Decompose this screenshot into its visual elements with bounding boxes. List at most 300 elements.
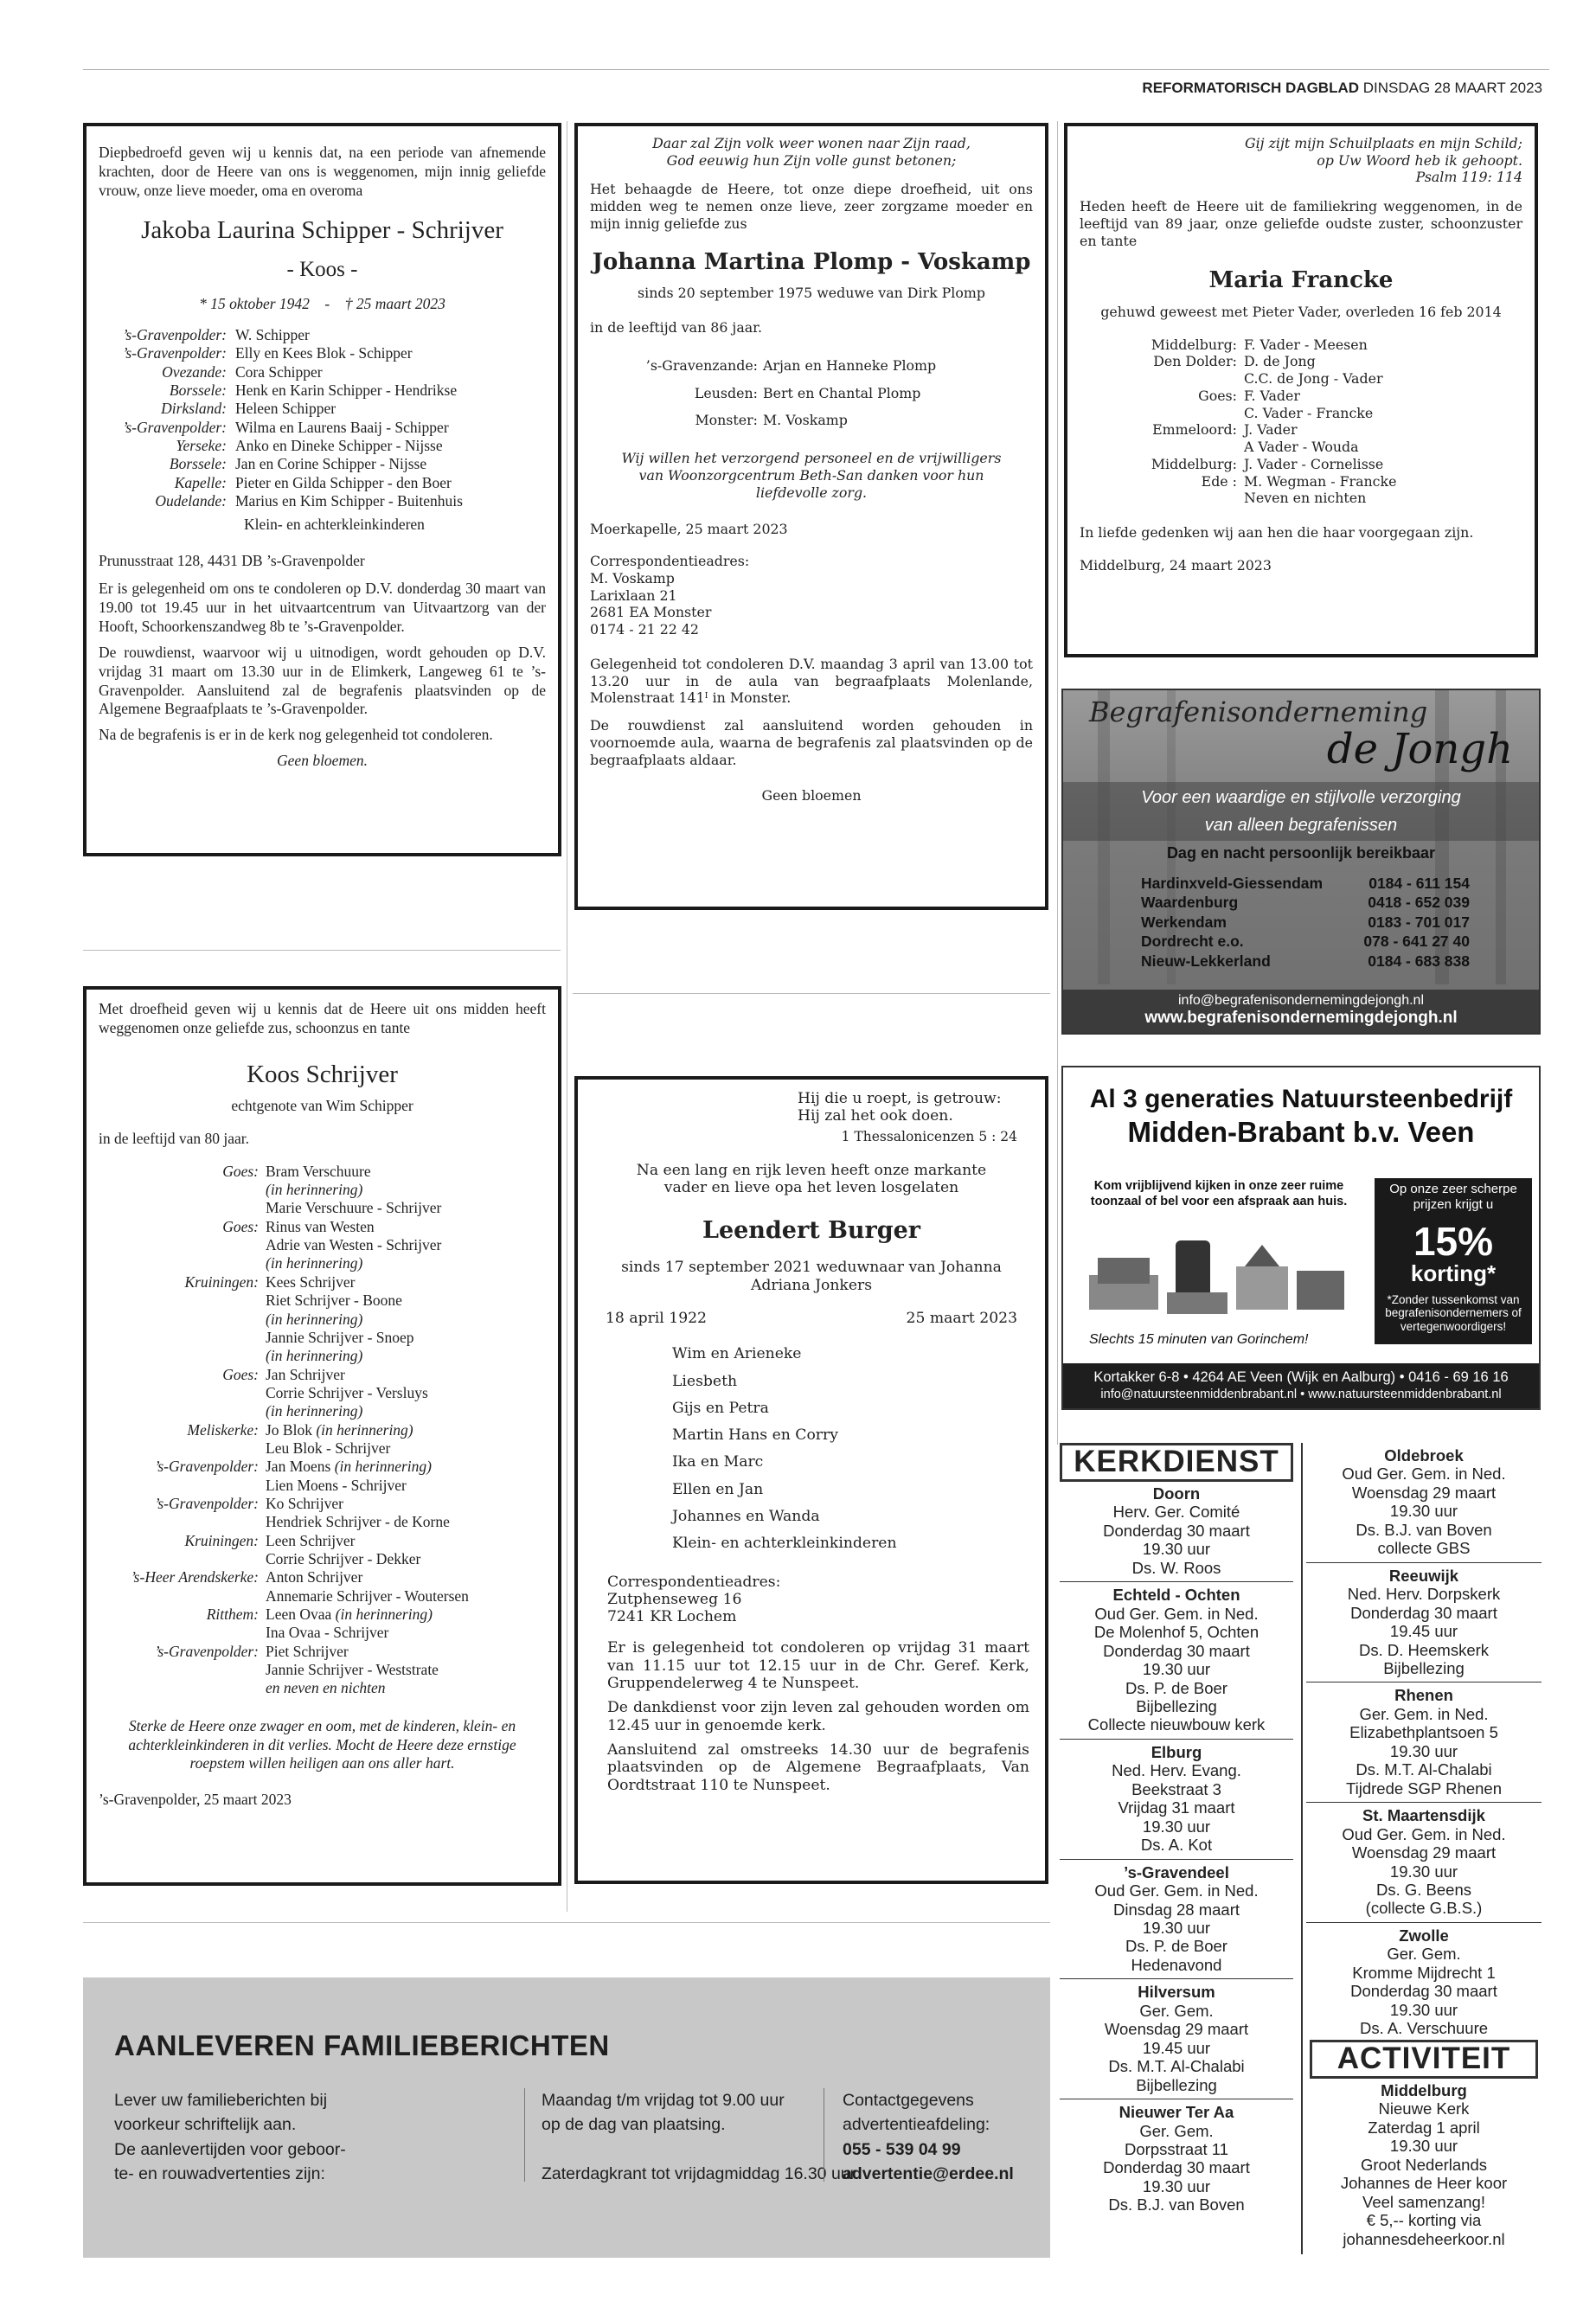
relative-note: (in herinnering)	[334, 1458, 432, 1476]
relative-place	[1080, 405, 1244, 422]
activiteit-line: € 5,-- korting via	[1366, 2211, 1482, 2230]
phone-place: Nieuw-Lekkerland	[1141, 952, 1271, 970]
relative-row	[99, 1311, 546, 1329]
relative-names	[266, 1329, 414, 1347]
service-place: Oldebroek	[1384, 1446, 1464, 1465]
service-place: Doorn	[1152, 1484, 1201, 1503]
relative-names: A Vader - Wouda	[1244, 439, 1359, 456]
address-bar	[1063, 1363, 1539, 1408]
relative-names	[266, 1513, 450, 1531]
obituary-schrijver	[83, 986, 561, 1886]
service-line: Ds. P. de Boer	[1125, 1678, 1227, 1697]
relatives-list	[99, 1163, 546, 1698]
service-line: 19.30 uur	[1389, 1502, 1458, 1521]
service-line: 19.30 uur	[1389, 1862, 1458, 1881]
relative-names: M. Wegman - Francke	[1244, 472, 1397, 490]
relative-row	[99, 1624, 546, 1642]
relative-name: Leen Ovaa	[266, 1606, 332, 1623]
phone-place: Werkendam	[1141, 913, 1227, 931]
relative-row	[99, 1181, 546, 1199]
relative-names	[266, 1587, 469, 1606]
service-entry	[1306, 1443, 1542, 1563]
phone-place: Waardenburg	[1141, 894, 1239, 912]
phone-place: Hardinxveld-Giessendam	[1141, 875, 1324, 892]
aanleveren-sep-1	[524, 2088, 525, 2182]
service-place: St. Maartensdijk	[1362, 1806, 1485, 1825]
relative-place: ’s-Gravenpolder:	[122, 418, 227, 436]
relative-name: Piet Schrijver	[266, 1642, 349, 1660]
service-place: Zwolle	[1399, 1926, 1449, 1945]
service-line: Ds. W. Roos	[1131, 1558, 1221, 1577]
relative-names: Henk en Karin Schipper - Hendrikse	[235, 381, 458, 400]
service-line: Woensdag 29 maart	[1104, 2020, 1249, 2039]
relative-place	[1080, 370, 1244, 388]
relative-names	[266, 1273, 356, 1292]
page-header	[1142, 80, 1542, 97]
relative-names	[266, 1384, 428, 1402]
relative-name: Rinus van Westen	[266, 1217, 375, 1235]
service-line: 19.30 uur	[1142, 1660, 1211, 1679]
obituary-name: Koos Schrijver	[247, 1060, 398, 1088]
service-line: Bijbellezing	[1136, 2075, 1217, 2094]
row-divider-mid	[573, 993, 1050, 994]
relatives-list	[590, 357, 1033, 430]
weekday-times	[542, 2088, 859, 2138]
relatives-list	[99, 326, 546, 510]
relative-row	[99, 1568, 546, 1586]
phone-row	[1141, 932, 1470, 951]
ad-begrafenisonderneming-dejongh	[1061, 689, 1541, 1035]
relative-row	[590, 412, 1033, 429]
relative-row	[590, 385, 1033, 402]
dejongh-email[interactable]: info@begrafenisondernemingdejongh.nl	[1178, 993, 1424, 1008]
relative-place: Borssele:	[169, 455, 227, 473]
relative-row	[99, 326, 546, 344]
relative-names	[266, 1254, 362, 1272]
grandchildren-line: Klein- en achterkleinkinderen	[244, 516, 425, 534]
relative-place: Goes:	[222, 1162, 259, 1180]
discount-label: korting*	[1410, 1260, 1497, 1286]
relative-names: C. Vader - Francke	[1244, 404, 1374, 421]
family-member: Johannes en Wanda	[672, 1508, 820, 1525]
paper-name: REFORMATORISCH DAGBLAD	[1142, 80, 1360, 96]
relative-row	[99, 1218, 546, 1236]
relative-place: Meliskerke:	[187, 1420, 259, 1439]
obituary-name: Johanna Martina Plomp - Voskamp	[592, 248, 1031, 275]
service-text: De rouwdienst, waarvoor wij u uitnodigen, wordt gehouden op D.V. vrijdag 31 maart om 13.30 uur in de Elimkerk, Langeweg 61 te ’s-Gravenpolder. Aansluitend zal de begrafenis plaatsvinden op de Algemene Begraafplaats te ’s-Gravenpolder.	[99, 643, 546, 718]
relative-place: Goes:	[1198, 387, 1237, 404]
relative-name: Jannie Schrijver - Weststrate	[266, 1661, 439, 1679]
relative-names	[266, 1421, 413, 1439]
relative-name: Jannie Schrijver - Snoep	[266, 1328, 414, 1346]
relative-place: ’s-Gravenpolder:	[122, 326, 227, 343]
life-dates	[590, 1310, 1033, 1327]
relative-name: Adrie van Westen - Schrijver	[266, 1236, 442, 1254]
relative-names	[266, 1218, 375, 1236]
relative-place	[99, 1384, 266, 1402]
company-line-1: Natuursteenbedrijf	[1281, 1085, 1513, 1113]
relative-names	[266, 1643, 349, 1661]
relative-row	[99, 1273, 546, 1292]
relative-names	[266, 1458, 432, 1476]
address-line: 7241 KR Lochem	[607, 1608, 737, 1626]
relative-row	[1080, 370, 1522, 388]
relative-row	[590, 357, 1033, 375]
relative-place	[99, 1587, 266, 1606]
service-line: Ger. Gem.	[1139, 2001, 1214, 2020]
service-line: Ned. Herv. Evang.	[1112, 1761, 1241, 1780]
availability: Dag en nacht persoonlijk bereikbaar	[1166, 844, 1436, 862]
phone-number[interactable]: 0184 - 683 838	[1368, 952, 1470, 970]
activiteit-title-box	[1310, 2040, 1538, 2079]
relative-row	[99, 1254, 546, 1272]
service-line: Bijbellezing	[1383, 1658, 1465, 1677]
relative-name: Corrie Schrijver - Versluys	[266, 1383, 428, 1401]
relative-row	[99, 1587, 546, 1606]
obituary-dates: * 15 oktober 1942 - † 25 maart 2023	[199, 295, 445, 313]
phone-row	[1141, 913, 1470, 932]
relative-name: Jo Blok	[266, 1420, 312, 1439]
relative-note: (in herinnering)	[266, 1310, 363, 1328]
service-line: Ds. A. Kot	[1140, 1836, 1213, 1855]
relative-name: Jan Schrijver	[266, 1365, 345, 1383]
gravestones-image	[1080, 1232, 1349, 1327]
relative-names	[266, 1439, 390, 1458]
relative-place: Kapelle:	[174, 473, 227, 491]
service-line: Hedenavond	[1131, 1955, 1222, 1974]
birth-date: 18 april 1922	[606, 1309, 707, 1327]
relative-place	[99, 1292, 266, 1310]
service-line: 19.30 uur	[1142, 1817, 1211, 1836]
service-line: Vrijdag 31 maart	[1118, 1798, 1235, 1817]
relative-name: Leu Blok - Schrijver	[266, 1439, 391, 1457]
relative-names: Elly en Kees Blok - Schipper	[235, 344, 413, 362]
intro-line: voorkeur schriftelijk aan.	[114, 2115, 297, 2135]
service-place: ’s-Gravendeel	[1124, 1862, 1229, 1881]
phone-number[interactable]: 0183 - 701 017	[1368, 913, 1470, 931]
relative-row	[99, 1661, 546, 1679]
closing-text: Sterke de Heere onze zwager en oom, met de kinderen, klein- en achterkleinkinderen in dit verlies. Mocht de Heere deze ernstige roepstem willen heiligen aan ons aller hart.	[128, 1716, 516, 1772]
place-date: ’s-Gravenpolder, 25 maart 2023	[99, 1791, 292, 1809]
relative-note: (in herinnering)	[316, 1420, 413, 1439]
service-text: De dankdienst voor zijn leven zal gehouden worden om 12.45 uur in genoemde kerk.	[607, 1699, 1029, 1734]
service-entry	[1060, 1860, 1293, 1980]
relative-place: Emmeloord:	[1152, 421, 1237, 439]
obituary-intro: Het behaagde de Heere, tot onze diepe droefheid, uit ons midden weg te nemen onze lieve, zeer zorgzame moeder en mijn innig geliefde zus	[590, 181, 1033, 232]
relative-row	[99, 437, 546, 455]
service-line: Bijbellezing	[1136, 1696, 1217, 1715]
relative-names: Wilma en Laurens Baaij - Schipper	[235, 418, 449, 436]
relatives-list	[1080, 336, 1522, 507]
place-date: Middelburg, 24 maart 2023	[1080, 556, 1272, 574]
home-address: Prunusstraat 128, 4431 DB ’s-Gravenpolder	[99, 552, 365, 570]
activiteit-block	[1306, 2081, 1542, 2248]
relative-names	[266, 1606, 433, 1624]
dejongh-website[interactable]: www.begrafenisondernemingdejongh.nl	[1144, 1009, 1458, 1027]
relative-row	[99, 1439, 546, 1458]
relative-place: Ede :	[1201, 472, 1237, 490]
service-line: Woensdag 29 maart	[1351, 1483, 1497, 1502]
times-line: op de dag van plaatsing.	[542, 2115, 726, 2135]
service-line: Herv. Ger. Comité	[1112, 1503, 1240, 1522]
service-line: Ds. B.J. van Boven	[1108, 2195, 1245, 2214]
obituary-verse: Daar zal Zijn volk weer wonen naar Zijn raad, God eeuwig hun Zijn volle gunst betonen;	[652, 135, 971, 169]
service-line: Ds. G. Beens	[1375, 1880, 1471, 1899]
relative-note: (in herinnering)	[266, 1402, 363, 1420]
relative-row	[1080, 421, 1522, 439]
intro-line: De aanlevertijden voor geboor-	[114, 2139, 346, 2159]
natuursteen-address: Kortakker 6-8 • 4264 AE Veen (Wijk en Aalburg) • 0416 - 69 16 16	[1093, 1368, 1509, 1385]
relative-row	[99, 381, 546, 400]
obituary-intro: Na een lang en rijk leven heeft onze markante vader en lieve opa het leven losgelaten	[636, 1161, 987, 1197]
relative-place: Dirksland:	[161, 400, 227, 418]
phone-number[interactable]: 078 - 641 27 40	[1363, 933, 1470, 951]
address-line: M. Voskamp	[590, 569, 675, 586]
relative-names	[266, 1477, 407, 1495]
service-line: Ds. D. Heemskerk	[1358, 1640, 1490, 1659]
relative-place: Kruiningen:	[184, 1531, 259, 1549]
service-entry	[1060, 2099, 1293, 2219]
burial-text: Aansluitend zal omstreeks 14.30 uur de begrafenis plaatsvinden op de Algemene Begraafplaats, Van Oordtstraat 110 te Nunspeet.	[607, 1740, 1029, 1794]
verse-line-1: Hij die u roept, is getrouw:	[798, 1090, 1002, 1107]
relative-name: Bram Verschuure	[266, 1162, 371, 1180]
phone-number[interactable]: 0418 - 652 039	[1368, 894, 1470, 912]
service-line: Ned. Herv. Dorpskerk	[1347, 1585, 1501, 1604]
address-line: 0174 - 21 22 42	[590, 621, 699, 638]
condolence-text: Er is gelegenheid om ons te condoleren op D.V. donderdag 30 maart van 19.00 tot 19.45 uur in het uitvaartcentrum van Uitvaartzorg van der Hooft, Schoorkenszandweg 8b te ’s-Gravenpolder.	[99, 580, 546, 635]
place-date: Moerkapelle, 25 maart 2023	[590, 520, 788, 537]
contact-email[interactable]: advertentie@erdee.nl	[843, 2163, 1014, 2183]
service-line: Ds. P. de Boer	[1125, 1937, 1227, 1956]
phone-row	[1141, 893, 1470, 912]
relative-names	[266, 1366, 345, 1384]
obituary-name: Maria Francke	[1208, 267, 1394, 294]
relative-row	[99, 1347, 546, 1365]
distance-note: Slechts 15 minuten van Gorinchem!	[1089, 1332, 1309, 1347]
relative-names	[266, 1568, 362, 1586]
relative-names: Bert en Chantal Plomp	[763, 384, 921, 401]
ad-natuursteenbedrijf	[1061, 1066, 1541, 1410]
relative-place	[99, 1550, 266, 1568]
relative-names	[266, 1181, 362, 1199]
relative-place: Ritthem:	[206, 1606, 259, 1623]
relative-row	[1080, 439, 1522, 456]
service-line: Ger. Gem. in Ned.	[1359, 1704, 1489, 1723]
relative-place	[99, 1199, 266, 1217]
relative-place: Oudelande:	[155, 492, 227, 510]
relative-row	[99, 1513, 546, 1531]
natuursteen-contact[interactable]: info@natuursteenmiddenbrabant.nl • www.natuursteenmiddenbrabant.nl	[1100, 1388, 1502, 1402]
thanks-text: Wij willen het verzorgend personeel en de vrijwilligers van Woonzorgcentrum Beth-San danken voor hun liefdevolle zorg.	[621, 450, 1002, 501]
discount-box	[1375, 1178, 1532, 1344]
relative-name: Ko Schrijver	[266, 1494, 343, 1512]
service-line: 19.30 uur	[1389, 2000, 1458, 2019]
relative-row	[99, 1329, 546, 1347]
relative-name: Ina Ovaa - Schrijver	[266, 1624, 389, 1642]
row-divider-left	[83, 950, 561, 951]
verse-reference: 1 Thessalonicenzen 5 : 24	[841, 1128, 1017, 1144]
relative-name: Hendriek Schrijver - de Korne	[266, 1513, 450, 1531]
generations: Al 3 generaties	[1089, 1085, 1275, 1113]
service-line: 19.45 uur	[1142, 2038, 1211, 2057]
paper-date: DINSDAG 28 MAART 2023	[1362, 80, 1542, 96]
service-entry	[1306, 1803, 1542, 1923]
relative-names	[266, 1311, 362, 1329]
service-place: Echteld - Ochten	[1112, 1586, 1240, 1605]
relative-row	[99, 1550, 546, 1568]
relative-place	[99, 1347, 266, 1365]
obituary-spouse: gehuwd geweest met Pieter Vader, overleden 16 feb 2014	[1100, 303, 1502, 320]
service-line: Dorpsstraat 11	[1125, 2139, 1228, 2158]
relative-names: W. Schipper	[235, 326, 310, 343]
relative-names	[266, 1550, 420, 1568]
relative-place: Middelburg:	[1151, 336, 1237, 353]
correspondence-label: Correspondentieadres:	[590, 553, 750, 570]
relative-names: Cora Schipper	[235, 362, 323, 381]
relative-names: D. de Jong	[1244, 353, 1316, 370]
showroom-invite: Kom vrijblijvend kijken in onze zeer ruime toonzaal of bel voor een afspraak aan huis.	[1090, 1179, 1348, 1209]
relative-names: C.C. de Jong - Vader	[1244, 370, 1383, 388]
service-entry	[1060, 1740, 1293, 1860]
service-place: Nieuwer Ter Aa	[1118, 2103, 1234, 2122]
relative-note: (in herinnering)	[335, 1606, 433, 1623]
saturday-times: Zaterdagkrant tot vrijdagmiddag 16.30 uur.	[542, 2163, 860, 2183]
relative-place: Yerseke:	[176, 437, 227, 455]
relative-names: Heleen Schipper	[235, 400, 337, 418]
activiteit-title: ACTIVITEIT	[1310, 2040, 1538, 2079]
no-flowers: Geen bloemen.	[277, 752, 368, 770]
obituary-widower: sinds 17 september 2021 weduwnaar van Johanna Adriana Jonkers	[621, 1259, 1002, 1294]
relative-place	[99, 1439, 266, 1458]
relative-name: Kees Schrijver	[266, 1272, 356, 1291]
relative-names: Arjan en Hanneke Plomp	[763, 356, 937, 374]
column-divider-2	[1057, 121, 1058, 1445]
service-line: Ds. A. Verschuure	[1359, 2019, 1489, 2038]
slogan-line-1: Voor een waardige en stijlvolle verzorging	[1141, 788, 1461, 807]
brand-line-2: de Jongh	[1326, 725, 1513, 773]
death-date: 25 maart 2023	[906, 1309, 1017, 1327]
phone-number[interactable]: 0184 - 611 154	[1368, 875, 1470, 892]
service-line: Elizabethplantsoen 5	[1349, 1723, 1498, 1742]
relative-names	[266, 1347, 362, 1365]
obituary-widow: sinds 20 september 1975 weduwe van Dirk Plomp	[638, 285, 985, 302]
relative-row	[1080, 405, 1522, 422]
relative-place	[99, 1477, 266, 1495]
service-place: Hilversum	[1138, 1983, 1215, 2002]
kerkdienst-right-column	[1306, 1443, 1542, 2042]
obituary-schipper	[83, 123, 561, 856]
relative-place	[99, 1311, 266, 1329]
service-line: 19.30 uur	[1142, 2176, 1211, 2195]
relative-names: Marius en Kim Schipper - Buitenhuis	[235, 492, 463, 510]
no-flowers: Geen bloemen	[761, 787, 862, 804]
service-entry	[1306, 1682, 1542, 1803]
relative-place	[99, 1513, 266, 1531]
activiteit-details	[1306, 2099, 1542, 2248]
relative-place: Borssele:	[169, 381, 227, 400]
relative-names	[266, 1292, 402, 1310]
relative-name: Leen Schrijver	[266, 1531, 356, 1549]
activiteit-line: Zaterdag 1 april	[1368, 2118, 1480, 2137]
activiteit-line: Veel samenzang!	[1362, 2192, 1485, 2211]
service-line: Oud Ger. Gem. in Ned.	[1342, 1824, 1506, 1843]
company-line-2: Midden-Brabant b.v. Veen	[1127, 1116, 1475, 1148]
relative-note: (in herinnering)	[266, 1254, 363, 1272]
obituary-name: Leendert Burger	[702, 1217, 921, 1245]
relative-place	[99, 1254, 266, 1272]
service-line: Oud Ger. Gem. in Ned.	[1094, 1881, 1259, 1900]
relative-place: Kruiningen:	[184, 1272, 259, 1291]
relative-place	[99, 1624, 266, 1642]
service-line: Ger. Gem.	[1139, 2121, 1214, 2140]
relative-place	[99, 1236, 266, 1254]
discount-footnote: *Zonder tussenkomst van begrafenisondernemers of vertegenwoordigers!	[1385, 1292, 1522, 1333]
relative-place	[99, 1329, 266, 1347]
obituary-plomp	[574, 123, 1048, 910]
relative-note: en neven en nichten	[266, 1679, 386, 1697]
relative-row	[99, 1679, 546, 1697]
relative-place: ’s-Gravenpolder:	[154, 1494, 259, 1512]
relative-names	[266, 1624, 388, 1642]
relative-names: F. Vader - Meesen	[1244, 336, 1368, 353]
relative-row	[99, 1402, 546, 1420]
relative-place	[1080, 439, 1244, 456]
relative-names	[266, 1661, 439, 1679]
service-line: Kromme Mijdrecht 1	[1352, 1963, 1496, 1982]
relative-row	[1080, 473, 1522, 490]
relative-name: Annemarie Schrijver - Woutersen	[266, 1586, 469, 1605]
service-line: Dinsdag 28 maart	[1112, 1900, 1240, 1919]
relative-row	[1080, 336, 1522, 354]
family-member: Liesbeth	[672, 1372, 738, 1390]
obituary-age: in de leeftijd van 80 jaar.	[99, 1129, 249, 1147]
relative-row	[99, 1292, 546, 1310]
service-line: Ger. Gem.	[1387, 1945, 1461, 1964]
service-line: De Molenhof 5, Ochten	[1093, 1623, 1259, 1642]
contact-bar	[1063, 990, 1539, 1033]
service-line: 19.30 uur	[1142, 1918, 1211, 1937]
relative-row	[99, 1495, 546, 1513]
relative-names: Anko en Dineke Schipper - Nijsse	[235, 437, 443, 455]
aanleveren-times	[542, 2088, 859, 2186]
relative-row	[99, 1163, 546, 1181]
intro-line: te- en rouwadvertenties zijn:	[114, 2163, 325, 2183]
aanleveren-title: AANLEVEREN FAMILIEBERICHTEN	[114, 2029, 610, 2061]
contact-line: Contactgegevens	[843, 2091, 974, 2110]
contact-phone[interactable]: 055 - 539 04 99	[843, 2139, 961, 2159]
relative-names: F. Vader	[1244, 387, 1300, 404]
family-member: Gijs en Petra	[672, 1399, 769, 1417]
times-line: Maandag t/m vrijdag tot 9.00 uur	[542, 2091, 785, 2110]
service-line: Donderdag 30 maart	[1103, 1521, 1250, 1540]
family-list	[672, 1341, 1033, 1557]
aanleveren-contact	[843, 2088, 1014, 2186]
relative-names: M. Voskamp	[763, 412, 848, 429]
relative-note: (in herinnering)	[266, 1347, 363, 1365]
service-place: Rhenen	[1394, 1686, 1453, 1705]
slogan	[1063, 782, 1539, 841]
correspondence-label: Correspondentieadres:	[607, 1573, 781, 1591]
condolence-text: Gelegenheid tot condoleren D.V. maandag 3 april van 13.00 tot 13.20 uur in de aula van begraafplaats Molenlande, Molenstraat 141ᴵ in Monster.	[590, 655, 1033, 707]
relative-place	[99, 1679, 266, 1697]
service-line: Collecte nieuwbouw kerk	[1087, 1715, 1266, 1734]
service-line: Ds. M.T. Al-Chalabi	[1356, 1760, 1492, 1779]
service-line: Donderdag 30 maart	[1103, 2158, 1250, 2177]
obituary-francke	[1064, 123, 1538, 657]
relative-place: Ovezande:	[162, 362, 227, 381]
relative-row	[99, 1236, 546, 1254]
relative-row	[99, 1606, 546, 1624]
